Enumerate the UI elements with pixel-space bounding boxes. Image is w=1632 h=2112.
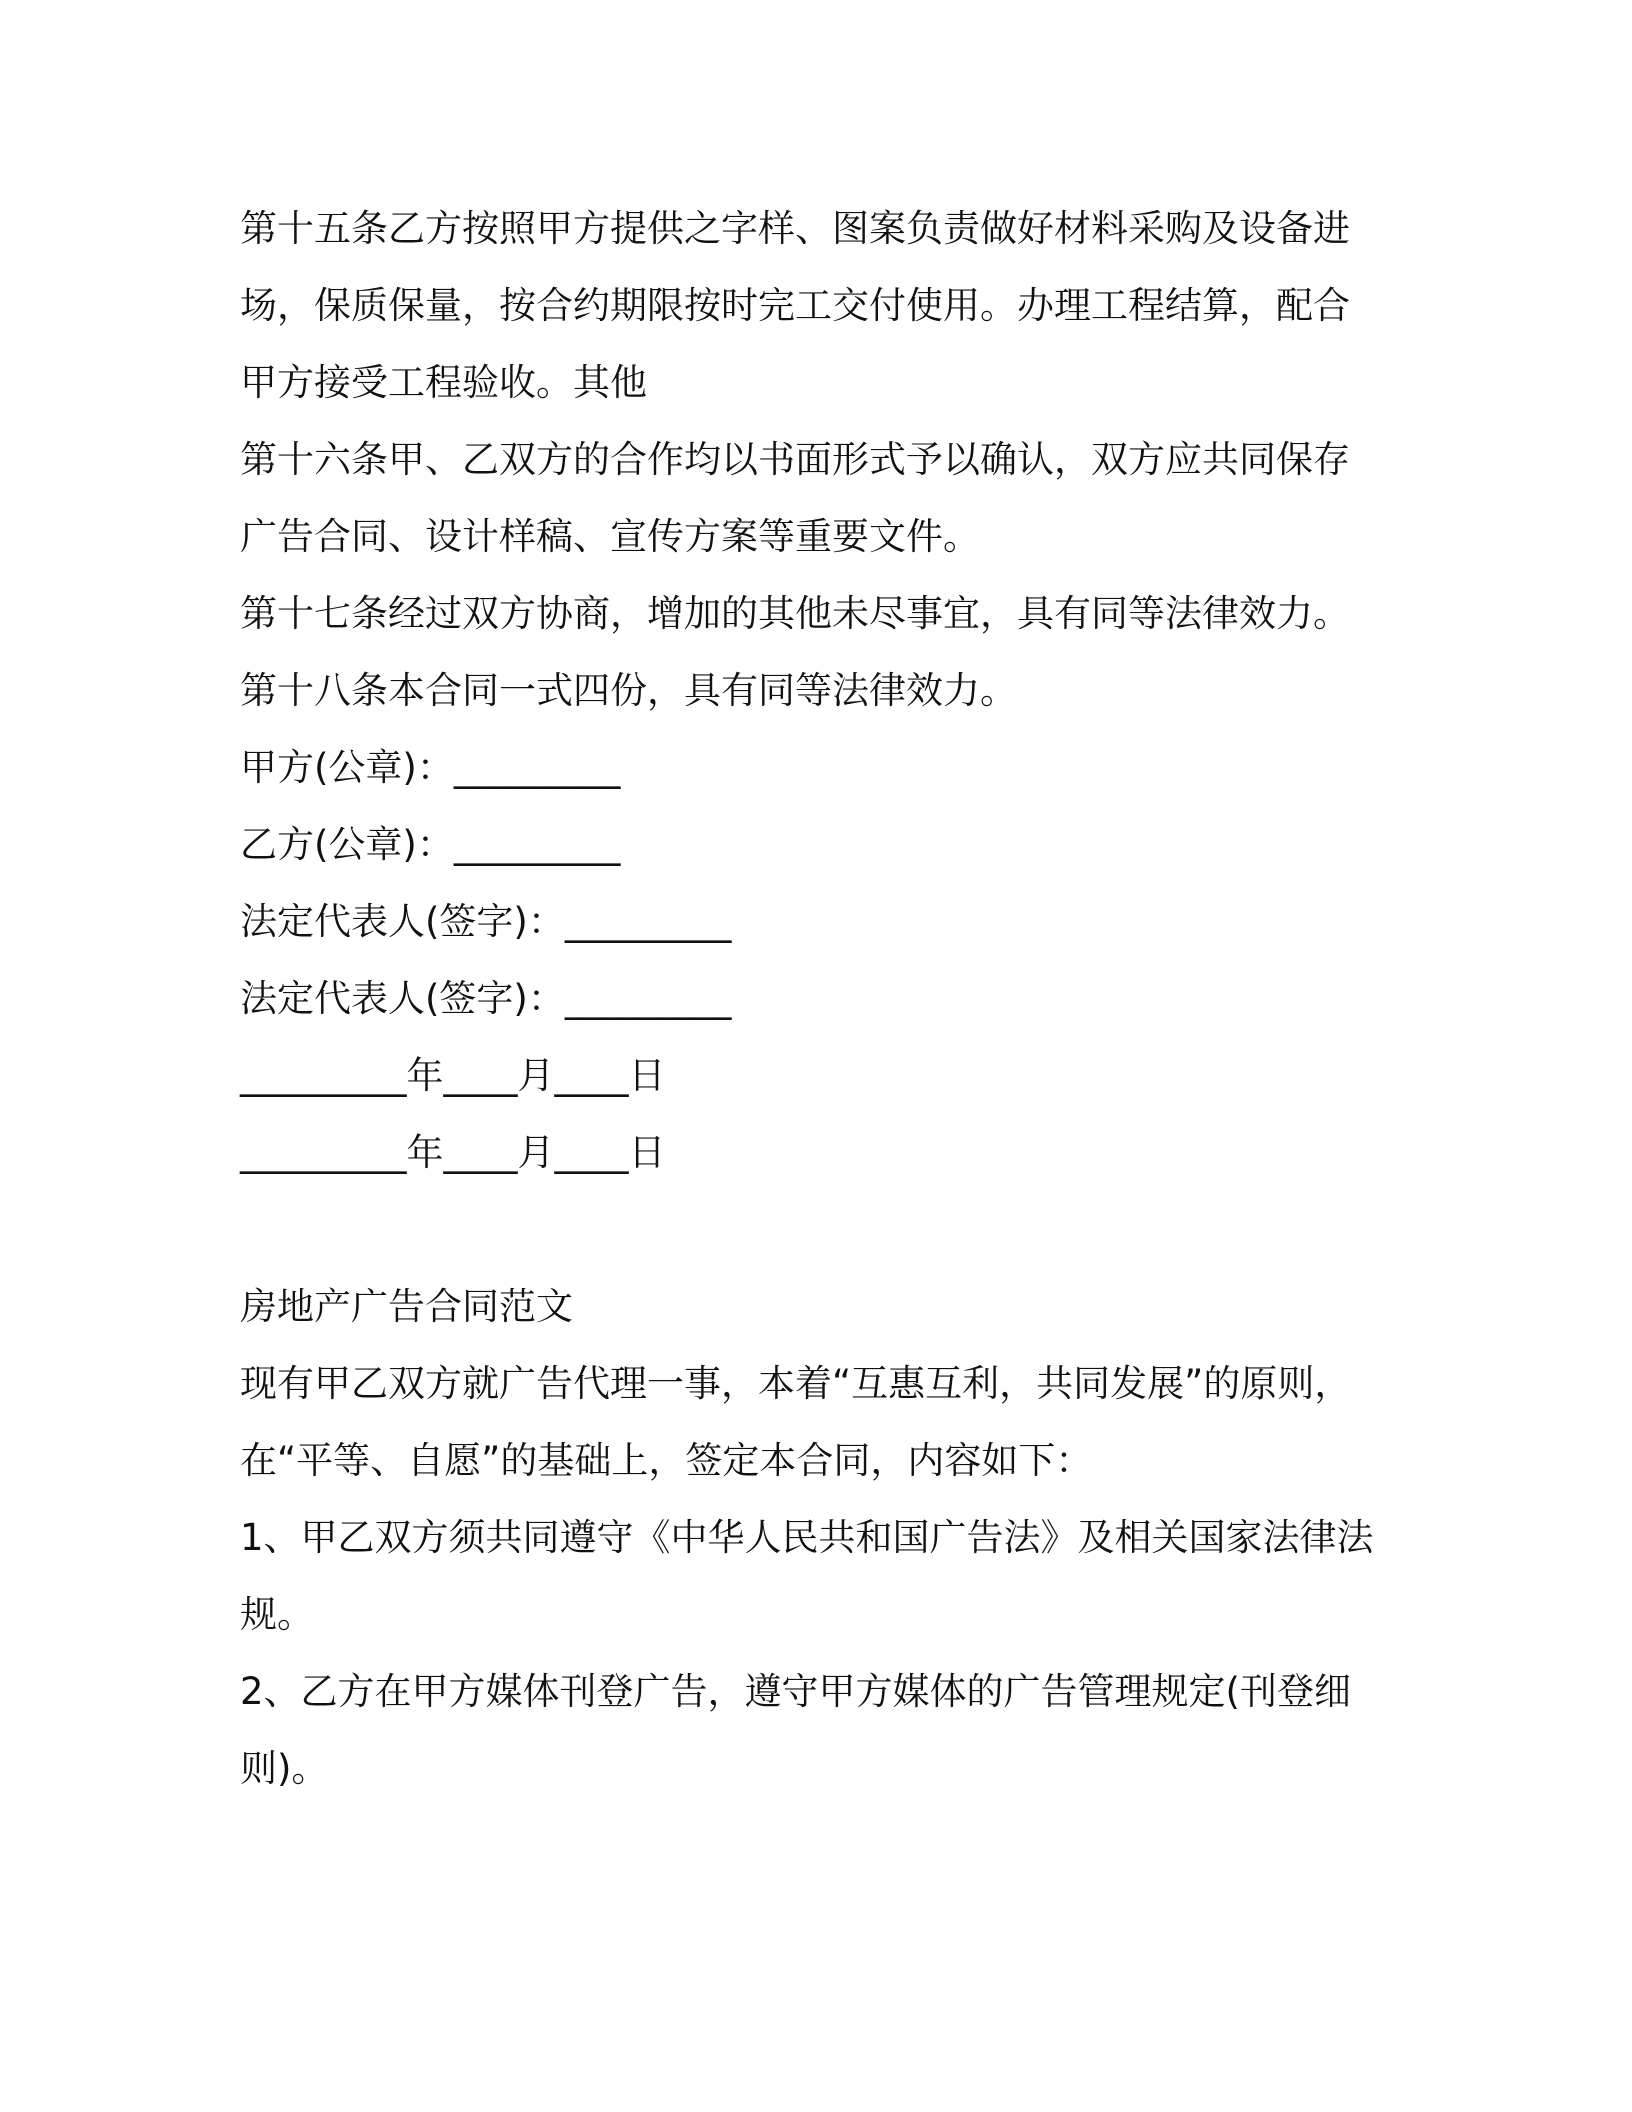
document-body xyxy=(240,190,1390,1807)
section-title: 房地产广告合同范文 xyxy=(240,1285,573,1328)
date-line-1: _________年____月____日 xyxy=(240,1054,666,1097)
article-16-line-2: 广告合同、设计样稿、宣传方案等重要文件。 xyxy=(240,515,980,558)
article-15-line-2: 场，保质保量，按合约期限按时完工交付使用。办理工程结算，配合 xyxy=(240,284,1350,327)
legal-rep-signature-line-2: 法定代表人(签字)：_________ xyxy=(240,977,732,1020)
article-16-line-1: 第十六条甲、乙双方的合作均以书面形式予以确认，双方应共同保存 xyxy=(240,438,1350,481)
preamble-line-1: 现有甲乙双方就广告代理一事，本着“互惠互利，共同发展”的原则， xyxy=(240,1362,1352,1405)
article-15-line-3: 甲方接受工程验收。其他 xyxy=(240,361,647,404)
date-line-2: _________年____月____日 xyxy=(240,1131,666,1174)
article-18-line: 第十八条本合同一式四份，具有同等法律效力。 xyxy=(240,669,1017,712)
legal-rep-signature-line-1: 法定代表人(签字)：_________ xyxy=(240,900,732,943)
article-17-line: 第十七条经过双方协商，增加的其他未尽事宜，具有同等法律效力。 xyxy=(240,592,1350,635)
party-b-seal-line: 乙方(公章)：_________ xyxy=(240,823,621,866)
section-spacer xyxy=(240,1191,1390,1268)
clause-1-line-1: 1、甲乙双方须共同遵守《中华人民共和国广告法》及相关国家法律法 xyxy=(240,1516,1374,1559)
clause-2-line-2: 则)。 xyxy=(240,1747,329,1790)
preamble-line-2: 在“平等、自愿”的基础上，签定本合同，内容如下： xyxy=(240,1439,1093,1482)
party-a-seal-line: 甲方(公章)：_________ xyxy=(240,746,621,789)
clause-2-line-1: 2、乙方在甲方媒体刊登广告，遵守甲方媒体的广告管理规定(刊登细 xyxy=(240,1670,1351,1713)
clause-1-line-2: 规。 xyxy=(240,1593,314,1636)
article-15-line-1: 第十五条乙方按照甲方提供之字样、图案负责做好材料采购及设备进 xyxy=(240,207,1350,250)
